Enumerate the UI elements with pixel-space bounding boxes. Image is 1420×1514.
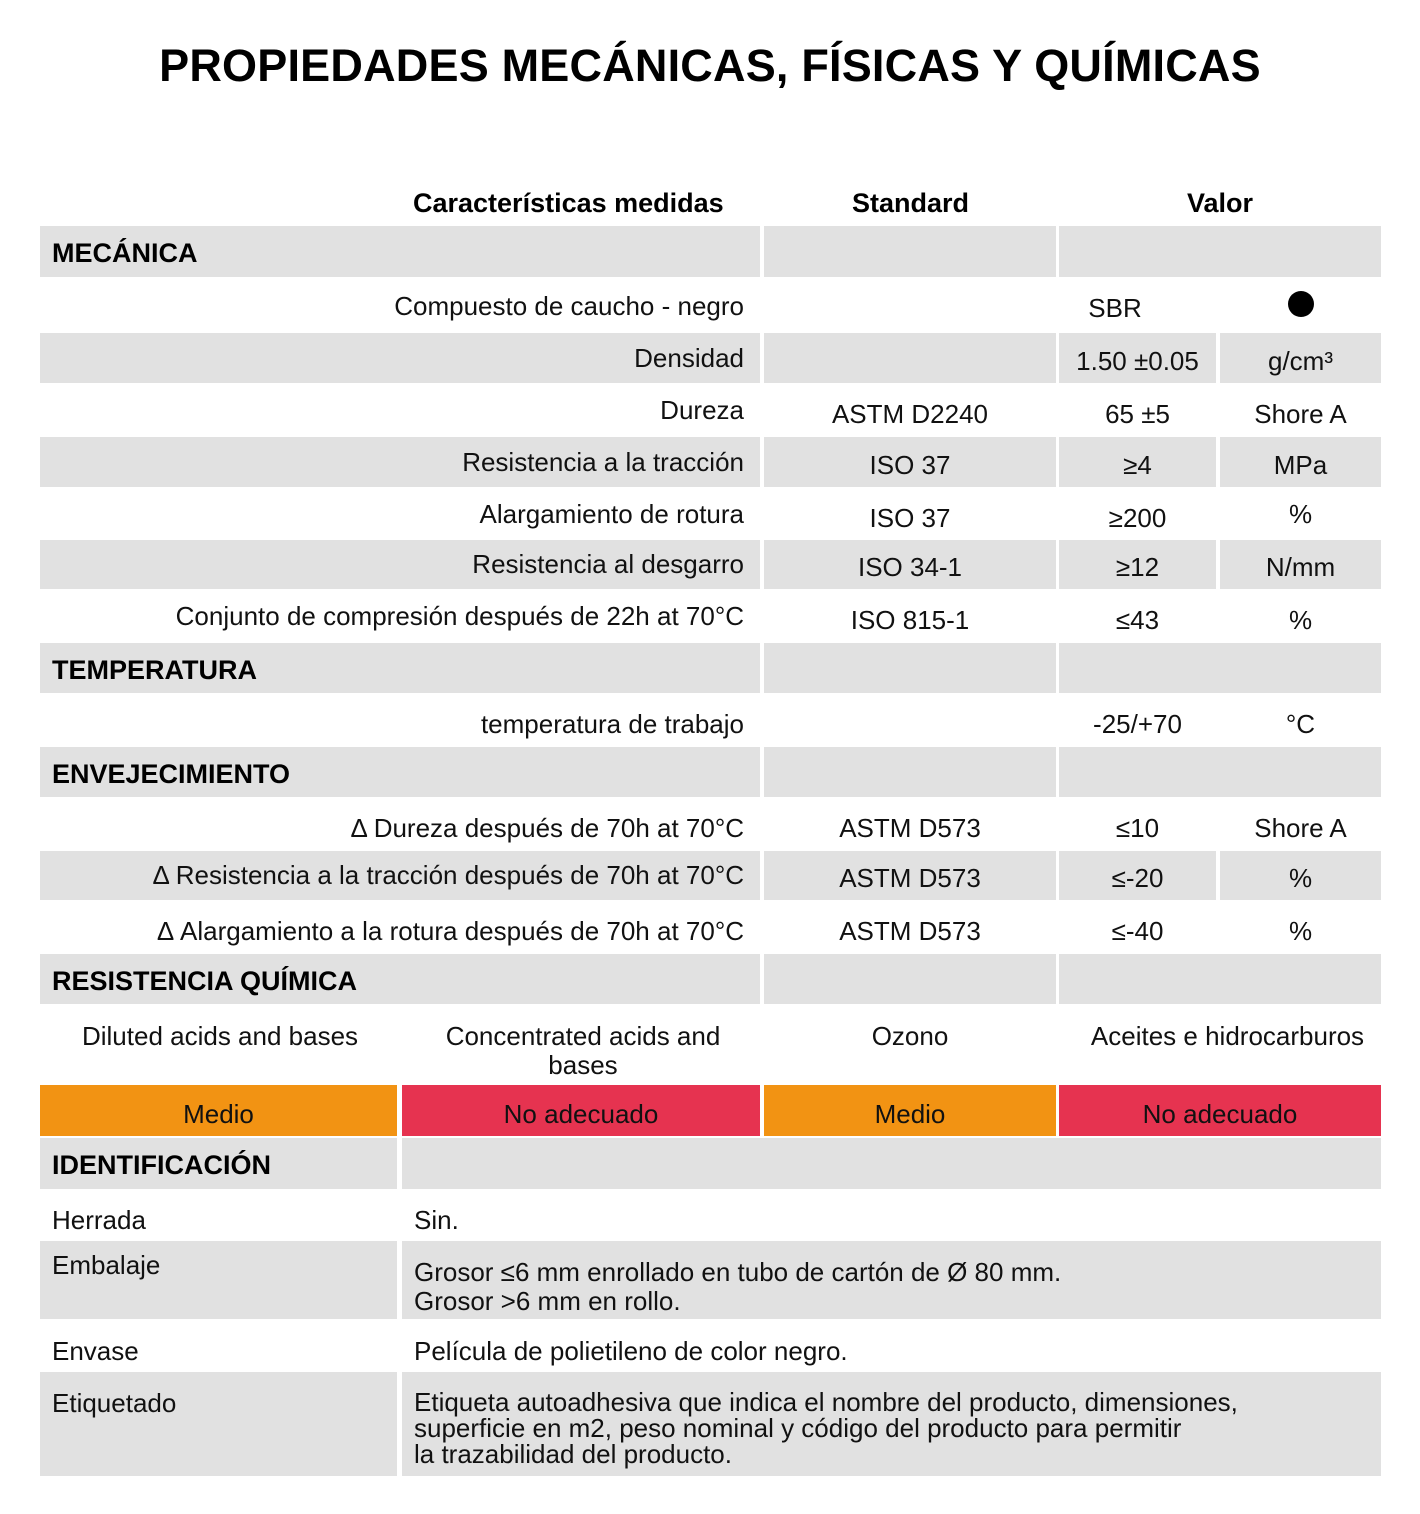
section-resistencia-quimica: RESISTENCIA QUÍMICA: [40, 954, 760, 1004]
row-name: Δ Alargamiento a la rotura después de 70h at 70°C: [156, 915, 744, 946]
ident-label: Envase: [52, 1335, 139, 1366]
row-value: 1.50 ±0.05: [1059, 333, 1216, 383]
row-value: ≤43: [1115, 604, 1160, 635]
row-standard: [764, 699, 1056, 749]
row-name: Conjunto de compresión después de 22h at 70°C: [175, 600, 744, 631]
row-standard: ASTM D573: [839, 812, 981, 843]
chemical-category: Aceites e hidrocarburos: [1090, 1021, 1365, 1051]
section-blank: [1059, 643, 1381, 693]
row-value: ≥4: [1059, 437, 1216, 487]
header-standard: Standard: [851, 188, 970, 218]
section-identificacion: IDENTIFICACIÓN: [40, 1138, 397, 1189]
section-blank: [764, 954, 1056, 1004]
row-value: ≤-20: [1059, 851, 1216, 900]
row-standard: ISO 37: [764, 437, 1056, 487]
row-value: -25/+70: [1093, 708, 1182, 739]
row-unit: Shore A: [1254, 398, 1347, 429]
ident-value: Grosor ≤6 mm enrollado en tubo de cartón de Ø 80 mm. Grosor >6 mm en rollo.: [402, 1241, 1381, 1319]
row-name: Resistencia a la tracción: [40, 437, 760, 487]
section-envejecimiento: ENVEJECIMIENTO: [40, 747, 760, 797]
ident-label: Etiquetado: [40, 1372, 397, 1476]
row-value: ≥200: [1108, 502, 1167, 533]
row-standard: ISO 815-1: [850, 604, 970, 635]
section-temperatura: TEMPERATURA: [40, 643, 760, 693]
row-unit: [1220, 279, 1381, 329]
section-blank: [1059, 954, 1381, 1004]
row-value: SBR: [1088, 292, 1142, 323]
row-unit: g/cm³: [1220, 333, 1381, 383]
row-standard: ISO 34-1: [764, 540, 1056, 589]
row-value: ≥12: [1059, 540, 1216, 589]
row-name: Densidad: [40, 333, 760, 383]
section-mecanica: MECÁNICA: [40, 226, 760, 277]
chemical-rating: No adecuado: [1059, 1085, 1381, 1136]
chemical-rating: No adecuado: [402, 1085, 760, 1136]
ident-value: Sin.: [414, 1204, 459, 1235]
page-title: PROPIEDADES MECÁNICAS, FÍSICAS Y QUÍMICAS: [159, 40, 1261, 91]
row-value: ≤10: [1115, 812, 1160, 843]
ident-label: Herrada: [52, 1204, 146, 1235]
row-standard: [764, 333, 1056, 383]
row-standard: ASTM D2240: [831, 398, 989, 429]
row-value: ≤-40: [1111, 915, 1164, 946]
row-unit: Shore A: [1254, 812, 1347, 843]
row-standard: ISO 37: [869, 502, 951, 533]
row-name: Compuesto de caucho - negro: [394, 290, 744, 321]
chemical-category: Ozono: [871, 1021, 949, 1051]
row-name: Alargamiento de rotura: [479, 498, 744, 529]
chemical-category: Diluted acids and bases: [81, 1021, 359, 1051]
chemical-rating: Medio: [40, 1085, 397, 1136]
row-unit: %: [1288, 498, 1313, 529]
row-name: Dureza: [660, 394, 744, 425]
row-standard: ASTM D573: [764, 851, 1056, 900]
chemical-category: Concentrated acids and bases: [445, 1021, 721, 1080]
row-name: Resistencia al desgarro: [40, 540, 760, 589]
row-standard: [764, 281, 1056, 331]
row-unit: MPa: [1220, 437, 1381, 487]
section-blank: [1059, 226, 1381, 277]
filled-circle-icon: [1288, 291, 1314, 317]
ident-value: Etiqueta autoadhesiva que indica el nombre del producto, dimensiones, superficie en m2, peso nominal y código del producto para permitir la trazabilidad del producto.: [402, 1372, 1381, 1476]
row-name: temperatura de trabajo: [480, 708, 744, 739]
row-unit: %: [1288, 604, 1313, 635]
row-name: Δ Resistencia a la tracción después de 70h at 70°C: [40, 851, 760, 900]
header-characteristics: Características medidas: [413, 188, 724, 218]
row-unit: °C: [1285, 708, 1316, 739]
row-unit: N/mm: [1220, 540, 1381, 589]
section-blank: [764, 747, 1056, 797]
row-name: Δ Dureza después de 70h at 70°C: [350, 812, 744, 843]
chemical-rating: Medio: [764, 1085, 1056, 1136]
ident-label: Embalaje: [40, 1241, 397, 1319]
row-value: 65 ±5: [1105, 398, 1170, 429]
header-value: Valor: [1186, 188, 1254, 218]
row-unit: %: [1288, 915, 1313, 946]
ident-value: Película de polietileno de color negro.: [414, 1335, 848, 1366]
section-blank: [764, 643, 1056, 693]
row-unit: %: [1220, 851, 1381, 900]
row-standard: ASTM D573: [839, 915, 981, 946]
section-blank: [1059, 747, 1381, 797]
section-blank: [402, 1138, 1381, 1189]
section-blank: [764, 226, 1056, 277]
